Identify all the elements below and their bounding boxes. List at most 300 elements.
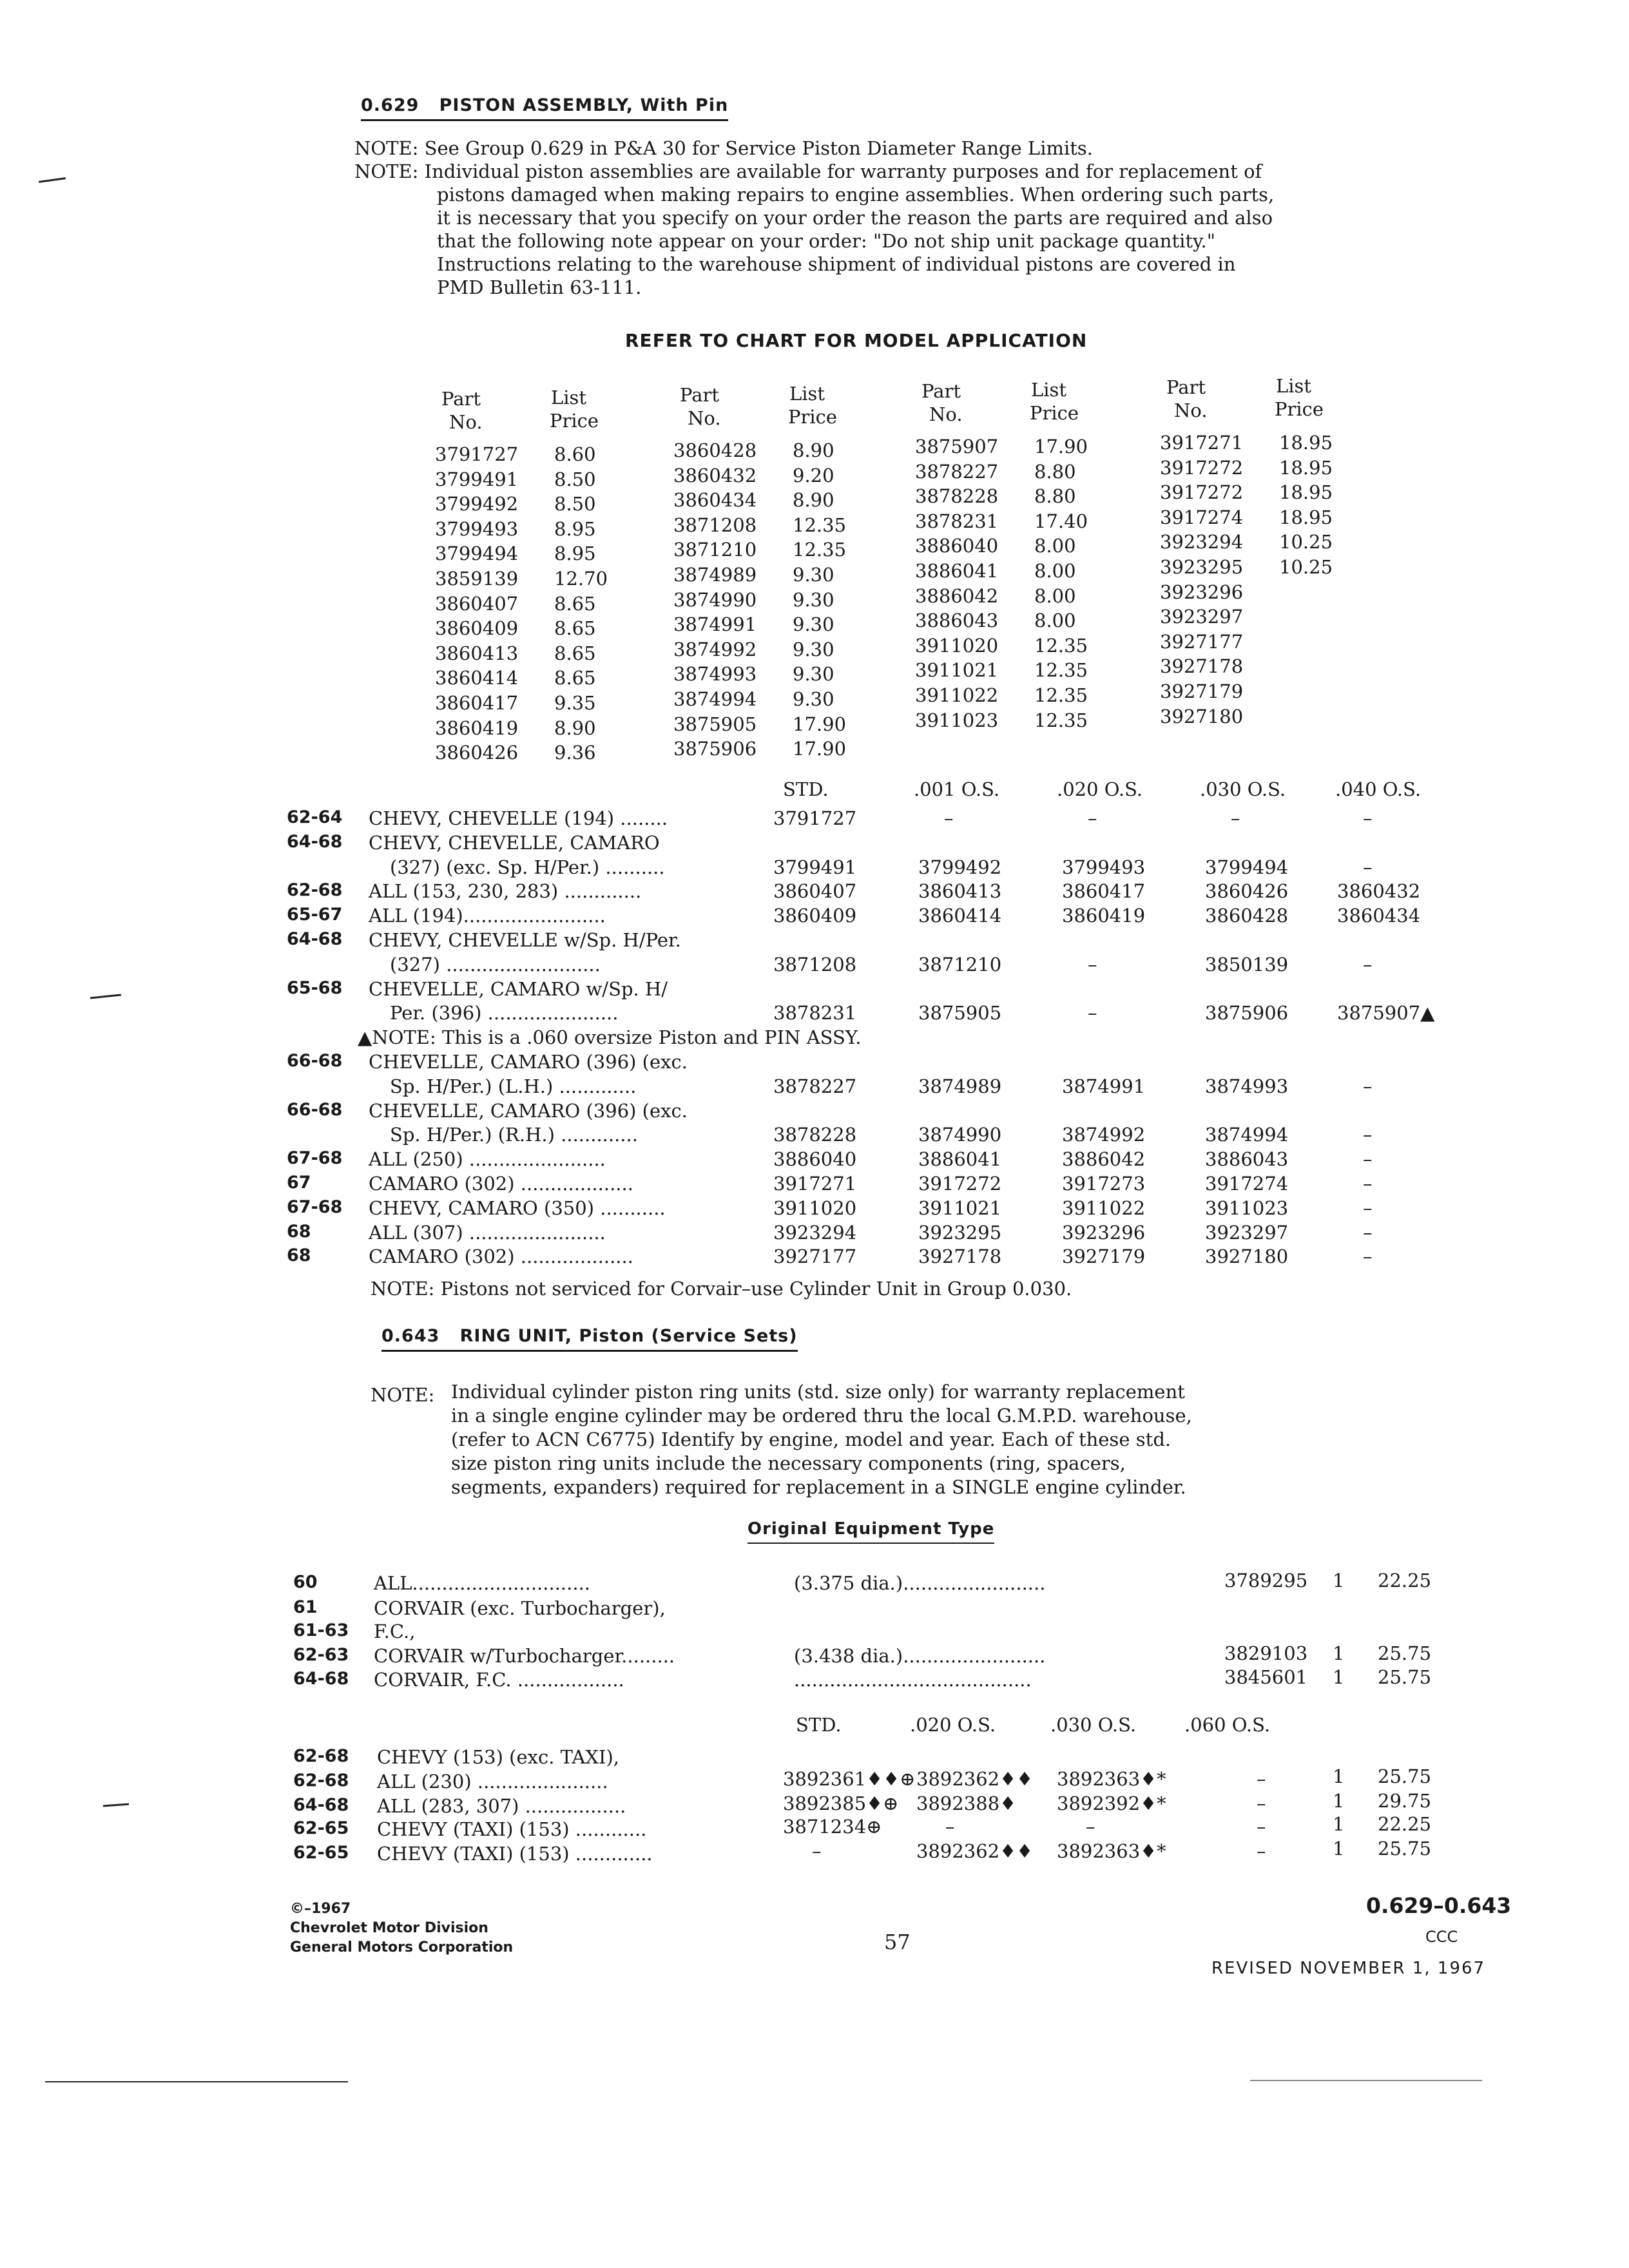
- price-value: 17.40: [1034, 510, 1088, 532]
- price-value: 18.95: [1279, 481, 1333, 504]
- size-part-number: 3892385♦⊕: [783, 1792, 899, 1814]
- app-part-number: 3874992: [1062, 1124, 1146, 1146]
- piston-note-line: NOTE: Individual piston assemblies are available for warranty purposes and for replacement of: [354, 160, 1262, 182]
- margin-mark: [39, 177, 66, 183]
- app-part-number: 3850139: [1205, 953, 1289, 975]
- price-value: 9.30: [793, 564, 834, 586]
- size-price: 25.75: [1378, 1765, 1432, 1787]
- price-value: 8.65: [554, 667, 596, 689]
- app-year: 62-64: [287, 807, 343, 827]
- app-year: 64-68: [287, 929, 343, 949]
- app-model: ALL (153, 230, 283) .............: [369, 880, 642, 903]
- app-part-number: 3911020: [773, 1196, 857, 1219]
- price-part-number: 3875905: [673, 713, 757, 735]
- app-column-header: .030 O.S.: [1200, 778, 1286, 800]
- price-part-number: 3871210: [673, 539, 757, 561]
- oe-year: 61: [293, 1597, 318, 1617]
- app-model: CHEVELLE, CAMARO w/Sp. H/: [369, 977, 668, 1000]
- size-price: 25.75: [1378, 1838, 1432, 1860]
- size-part-number: 3892362♦♦: [916, 1840, 1034, 1862]
- price-part-number: 3860428: [673, 439, 757, 461]
- size-part-number: –: [1257, 1840, 1266, 1862]
- price-value: 18.95: [1279, 432, 1333, 454]
- size-year: 62-65: [293, 1818, 349, 1838]
- price-value: 9.30: [793, 638, 834, 660]
- size-model: CHEVY (TAXI) (153) .............: [377, 1843, 653, 1865]
- app-column-header: .020 O.S.: [1057, 778, 1143, 800]
- oe-quantity: 1: [1333, 1666, 1345, 1688]
- app-part-number: 3911023: [1205, 1196, 1289, 1219]
- price-part-number: 3911022: [915, 684, 999, 706]
- price-value: 9.30: [793, 663, 834, 686]
- oe-model: CORVAIR, F.C. ..................: [374, 1669, 624, 1691]
- price-value: 17.90: [793, 713, 847, 735]
- price-value: 8.60: [554, 443, 596, 465]
- price-value: 8.95: [554, 543, 596, 565]
- size-part-number: 3892363♦*: [1057, 1840, 1166, 1862]
- piston-footnote: NOTE: Pistons not serviced for Corvair–use Cylinder Unit in Group 0.030.: [371, 1278, 1072, 1300]
- price-value: 12.70: [554, 568, 608, 590]
- app-year: 64-68: [287, 831, 343, 852]
- price-value: 9.35: [554, 692, 596, 714]
- price-part-number: 3917274: [1160, 506, 1244, 528]
- price-value: 12.35: [1034, 684, 1088, 706]
- price-part-number: 3859139: [435, 568, 519, 590]
- price-part-number: 3860407: [435, 592, 519, 615]
- bottom-rule-right: [1250, 2080, 1482, 2081]
- app-part-number: 3923296: [1062, 1221, 1146, 1244]
- app-model: Per. (396) ......................: [390, 1002, 619, 1024]
- price-part-number: 3860409: [435, 617, 519, 640]
- price-part-number: 3923297: [1160, 606, 1244, 628]
- oe-part-number: 3845601: [1224, 1666, 1308, 1688]
- oe-year: 62-63: [293, 1645, 349, 1665]
- oe-part-number: 3789295: [1224, 1570, 1308, 1591]
- app-model: CHEVELLE, CAMARO (396) (exc.: [369, 1051, 688, 1073]
- size-part-number: –: [1257, 1816, 1266, 1838]
- oe-year: 61-63: [293, 1620, 349, 1640]
- size-part-number: 3892361♦♦⊕: [783, 1768, 916, 1790]
- price-header-price: Price: [1030, 402, 1079, 424]
- price-value: 8.50: [554, 493, 596, 515]
- app-model: (327) ..........................: [390, 953, 601, 975]
- app-part-number: 3923297: [1205, 1221, 1289, 1244]
- size-column-header: .030 O.S.: [1050, 1714, 1137, 1736]
- price-part-number: 3860426: [435, 742, 519, 764]
- size-part-number: –: [1257, 1792, 1266, 1814]
- size-part-number: 3892363♦*: [1057, 1768, 1166, 1790]
- size-column-header: .060 O.S.: [1184, 1714, 1271, 1736]
- price-value: 12.35: [793, 539, 847, 561]
- price-part-number: 3875907: [915, 436, 999, 457]
- app-part-number: 3878231: [773, 1002, 857, 1024]
- app-part-number: –: [1088, 1002, 1097, 1024]
- app-model: Sp. H/Per.) (R.H.) .............: [390, 1124, 638, 1146]
- app-year: 65-68: [287, 977, 343, 998]
- price-value: 8.95: [554, 517, 596, 540]
- app-year: 67-68: [287, 1148, 343, 1169]
- app-part-number: 3860407: [773, 880, 857, 903]
- bottom-rule-left: [45, 2081, 348, 2082]
- price-part-number: 3927177: [1160, 630, 1244, 653]
- app-part-number: –: [1363, 1196, 1373, 1219]
- price-header-price: Price: [788, 406, 838, 428]
- price-part-number: 3927178: [1160, 655, 1244, 678]
- app-part-number: 3860426: [1205, 880, 1289, 903]
- ring-note-line: (refer to ACN C6775) Identify by engine, model and year. Each of these std.: [451, 1428, 1171, 1450]
- price-value: 9.20: [793, 464, 834, 486]
- price-header-part: Part: [921, 380, 961, 402]
- app-part-number: 3860432: [1337, 880, 1421, 903]
- footer-code: CCC: [1425, 1928, 1458, 1946]
- ring-note-line: size piston ring units include the necessary components (ring, spacers,: [451, 1452, 1126, 1474]
- price-value: 8.90: [554, 716, 596, 739]
- oe-part-number: 3829103: [1224, 1642, 1308, 1664]
- piston-section-title: [361, 95, 728, 121]
- price-value: 8.00: [1034, 584, 1076, 607]
- footer-company-2: General Motors Corporation: [290, 1939, 514, 1956]
- app-part-number: –: [1363, 807, 1373, 829]
- price-header-list: List: [551, 387, 587, 408]
- app-part-number: –: [1088, 953, 1097, 975]
- app-year: 68: [287, 1221, 311, 1242]
- ring-note-line: segments, expanders) required for replacement in a SINGLE engine cylinder.: [451, 1476, 1186, 1498]
- app-part-number: 3875906: [1205, 1002, 1289, 1024]
- size-model: ALL (230) ......................: [377, 1771, 608, 1792]
- app-part-number: 3799493: [1062, 856, 1146, 878]
- app-part-number: 3927178: [918, 1245, 1002, 1268]
- app-year: 67-68: [287, 1196, 343, 1217]
- price-header-price: Price: [1275, 398, 1324, 420]
- app-part-number: 3917274: [1205, 1173, 1289, 1195]
- piston-note-line: it is necessary that you specify on your order the reason the parts are required and also: [437, 207, 1273, 229]
- app-part-number: 3874990: [918, 1124, 1002, 1146]
- app-part-number: 3860417: [1062, 880, 1146, 903]
- app-part-number: 3923294: [773, 1221, 857, 1244]
- size-year: 62-68: [293, 1746, 349, 1766]
- price-part-number: 3874993: [673, 663, 757, 686]
- price-header-no: No.: [688, 407, 721, 429]
- price-part-number: 3878231: [915, 510, 999, 532]
- price-part-number: 3878227: [915, 460, 999, 483]
- price-value: 8.00: [1034, 610, 1076, 632]
- app-part-number: 3927179: [1062, 1245, 1146, 1268]
- app-part-number: 3917272: [918, 1173, 1002, 1195]
- size-part-number: 3892392♦*: [1057, 1792, 1166, 1814]
- app-column-header: .040 O.S.: [1335, 778, 1422, 800]
- price-value: 8.00: [1034, 560, 1076, 582]
- oe-diameter: (3.375 dia.)........................: [794, 1572, 1046, 1594]
- price-part-number: 3860434: [673, 489, 757, 512]
- price-part-number: 3860417: [435, 692, 519, 714]
- ring-section-title: [381, 1326, 798, 1352]
- price-value: 9.36: [554, 742, 596, 764]
- app-year: 65-67: [287, 905, 343, 925]
- price-header-part: Part: [1166, 376, 1206, 398]
- app-year: 66-68: [287, 1099, 343, 1120]
- price-part-number: 3791727: [435, 443, 519, 465]
- page-number: 57: [884, 1930, 911, 1954]
- app-part-number: 3923295: [918, 1221, 1002, 1244]
- price-header-list: List: [1276, 375, 1312, 397]
- size-model: ALL (283, 307) .................: [377, 1795, 626, 1817]
- app-part-number: 3860413: [918, 880, 1002, 903]
- app-part-number: 3860428: [1205, 905, 1289, 927]
- app-model: CHEVELLE, CAMARO (396) (exc.: [369, 1099, 688, 1122]
- app-part-number: –: [1363, 856, 1373, 878]
- app-column-header: STD.: [783, 778, 829, 800]
- piston-note-line: Instructions relating to the warehouse shipment of individual pistons are covered in: [437, 253, 1236, 275]
- price-value: 8.65: [554, 642, 596, 664]
- price-part-number: 3911023: [915, 709, 999, 731]
- app-part-number: 3871208: [773, 953, 857, 975]
- app-part-number: 3927180: [1205, 1245, 1289, 1268]
- ring-note-line: in a single engine cylinder may be ordered thru the local G.M.P.D. warehouse,: [451, 1405, 1192, 1427]
- app-part-number: –: [1088, 807, 1097, 829]
- price-part-number: 3923296: [1160, 581, 1244, 603]
- price-part-number: 3874990: [673, 588, 757, 611]
- app-year: 67: [287, 1173, 311, 1193]
- price-value: 8.00: [1034, 535, 1076, 557]
- size-part-number: –: [1257, 1768, 1266, 1790]
- app-model: ▲NOTE: This is a .060 oversize Piston and PIN ASSY.: [358, 1026, 862, 1049]
- size-model: CHEVY (153) (exc. TAXI),: [377, 1746, 619, 1768]
- app-part-number: 3799491: [773, 856, 857, 878]
- oe-model: CORVAIR w/Turbocharger.........: [374, 1645, 675, 1667]
- price-part-number: 3878228: [915, 485, 999, 508]
- price-value: 12.35: [1034, 634, 1088, 657]
- app-part-number: 3878227: [773, 1075, 857, 1097]
- ring-note-label: NOTE:: [371, 1384, 435, 1406]
- price-part-number: 3860413: [435, 642, 519, 664]
- price-value: 17.90: [793, 738, 847, 760]
- oe-price: 25.75: [1378, 1642, 1432, 1664]
- price-value: 8.80: [1034, 485, 1076, 508]
- app-part-number: –: [1363, 953, 1373, 975]
- price-part-number: 3799491: [435, 468, 519, 490]
- size-year: 62-68: [293, 1771, 349, 1791]
- app-part-number: –: [1363, 1173, 1373, 1195]
- app-year: 62-68: [287, 880, 343, 901]
- oe-quantity: 1: [1333, 1570, 1345, 1591]
- size-column-header: STD.: [796, 1714, 842, 1736]
- app-year: 68: [287, 1245, 311, 1266]
- price-part-number: 3871208: [673, 514, 757, 536]
- price-part-number: 3860432: [673, 464, 757, 486]
- price-value: 9.30: [793, 613, 834, 636]
- app-part-number: 3886043: [1205, 1148, 1289, 1171]
- oe-diameter: ........................................: [794, 1669, 1032, 1691]
- app-model: ALL (307) .......................: [369, 1221, 606, 1244]
- footer-revised: REVISED NOVEMBER 1, 1967: [1211, 1959, 1486, 1978]
- price-header-list: List: [1031, 379, 1067, 401]
- price-value: 8.65: [554, 592, 596, 615]
- price-part-number: 3911020: [915, 634, 999, 657]
- piston-note-line: PMD Bulletin 63-111.: [437, 276, 642, 298]
- oe-year: 64-68: [293, 1669, 349, 1689]
- price-part-number: 3799494: [435, 543, 519, 565]
- oe-year: 60: [293, 1572, 318, 1592]
- price-part-number: 3886041: [915, 560, 999, 582]
- size-price: 29.75: [1378, 1790, 1432, 1812]
- size-part-number: 3892388♦: [916, 1792, 1017, 1814]
- price-part-number: 3874989: [673, 564, 757, 586]
- price-part-number: 3927180: [1160, 705, 1244, 727]
- price-part-number: 3917271: [1160, 432, 1244, 454]
- size-quantity: 1: [1333, 1765, 1345, 1787]
- app-model: (327) (exc. Sp. H/Per.) ..........: [390, 856, 665, 878]
- app-model: CAMARO (302) ...................: [369, 1173, 633, 1195]
- piston-note-line: pistons damaged when making repairs to engine assemblies. When ordering such parts,: [437, 184, 1275, 206]
- app-model: CHEVY, CHEVELLE (194) ........: [369, 807, 668, 829]
- price-value: 8.90: [793, 439, 834, 461]
- size-part-number: 3871234⊕: [783, 1816, 882, 1838]
- oe-model: F.C.,: [374, 1620, 416, 1642]
- oe-price: 22.25: [1378, 1570, 1432, 1591]
- oe-model: ALL..............................: [374, 1572, 591, 1594]
- app-part-number: –: [1363, 1075, 1373, 1097]
- app-part-number: 3874994: [1205, 1124, 1289, 1146]
- app-model: Sp. H/Per.) (L.H.) .............: [390, 1075, 637, 1097]
- app-part-number: 3878228: [773, 1124, 857, 1146]
- price-header-price: Price: [550, 410, 599, 432]
- size-part-number: –: [1086, 1816, 1095, 1838]
- app-part-number: 3886042: [1062, 1148, 1146, 1171]
- price-value: 18.95: [1279, 506, 1333, 528]
- price-value: 9.30: [793, 688, 834, 710]
- app-model: CHEVY, CAMARO (350) ...........: [369, 1196, 666, 1219]
- price-value: 17.90: [1034, 436, 1088, 457]
- price-part-number: 3911021: [915, 659, 999, 682]
- price-part-number: 3874991: [673, 613, 757, 636]
- margin-mark: [90, 994, 121, 999]
- piston-section-name: PISTON ASSEMBLY, With Pin: [439, 95, 729, 115]
- app-part-number: 3917273: [1062, 1173, 1146, 1195]
- ring-section-number: 0.643: [381, 1326, 440, 1346]
- price-header-no: No.: [929, 403, 963, 425]
- price-part-number: 3875906: [673, 738, 757, 760]
- oe-price: 25.75: [1378, 1666, 1432, 1688]
- price-part-number: 3860419: [435, 716, 519, 739]
- app-part-number: 3886040: [773, 1148, 857, 1171]
- app-part-number: 3860434: [1337, 905, 1421, 927]
- app-part-number: –: [1363, 1148, 1373, 1171]
- price-part-number: 3927179: [1160, 680, 1244, 702]
- app-part-number: 3886041: [918, 1148, 1002, 1171]
- price-value: 12.35: [1034, 709, 1088, 731]
- price-part-number: 3799493: [435, 517, 519, 540]
- app-part-number: 3874991: [1062, 1075, 1146, 1097]
- app-part-number: 3874993: [1205, 1075, 1289, 1097]
- app-part-number: 3917271: [773, 1173, 857, 1195]
- app-part-number: 3875905: [918, 1002, 1002, 1024]
- price-value: 8.80: [1034, 460, 1076, 483]
- footer-range: 0.629–0.643: [1366, 1893, 1512, 1918]
- price-part-number: 3860414: [435, 667, 519, 689]
- app-model: CHEVY, CHEVELLE, CAMARO: [369, 831, 660, 854]
- app-part-number: 3860409: [773, 905, 857, 927]
- app-part-number: 3911021: [918, 1196, 1002, 1219]
- ring-note-line: Individual cylinder piston ring units (std. size only) for warranty replacement: [451, 1381, 1185, 1403]
- app-model: CAMARO (302) ...................: [369, 1245, 633, 1268]
- app-part-number: 3860414: [918, 905, 1002, 927]
- price-header-no: No.: [1174, 399, 1208, 421]
- price-value: 8.65: [554, 617, 596, 640]
- price-part-number: 3874994: [673, 688, 757, 710]
- oe-diameter: (3.438 dia.)........................: [794, 1645, 1046, 1667]
- footer-copyright: ©–1967: [290, 1901, 351, 1917]
- app-part-number: 3875907▲: [1337, 1002, 1435, 1024]
- price-part-number: 3799492: [435, 493, 519, 515]
- app-model: CHEVY, CHEVELLE w/Sp. H/Per.: [369, 929, 681, 951]
- price-header-part: Part: [680, 384, 720, 406]
- size-part-number: –: [812, 1840, 822, 1862]
- price-header-list: List: [789, 383, 825, 405]
- app-part-number: –: [944, 807, 954, 829]
- app-part-number: 3799492: [918, 856, 1002, 878]
- price-header-part: Part: [441, 388, 481, 410]
- app-part-number: –: [1363, 1221, 1373, 1244]
- price-part-number: 3886043: [915, 610, 999, 632]
- price-header-no: No.: [449, 411, 483, 433]
- app-part-number: 3911022: [1062, 1196, 1146, 1219]
- app-part-number: 3799494: [1205, 856, 1289, 878]
- price-value: 8.90: [793, 489, 834, 512]
- size-part-number: –: [945, 1816, 955, 1838]
- size-part-number: 3892362♦♦: [916, 1768, 1034, 1790]
- price-part-number: 3886040: [915, 535, 999, 557]
- oe-title: Original Equipment Type: [747, 1519, 994, 1544]
- margin-mark: [103, 1803, 129, 1807]
- piston-note-line: NOTE: See Group 0.629 in P&A 30 for Service Piston Diameter Range Limits.: [354, 137, 1093, 159]
- app-column-header: .001 O.S.: [914, 778, 1000, 800]
- size-year: 62-65: [293, 1843, 349, 1863]
- app-part-number: 3791727: [773, 807, 857, 829]
- size-quantity: 1: [1333, 1838, 1345, 1860]
- price-value: 9.30: [793, 588, 834, 611]
- price-value: 8.50: [554, 468, 596, 490]
- price-value: 12.35: [793, 514, 847, 536]
- size-price: 22.25: [1378, 1813, 1432, 1835]
- piston-note-line: that the following note appear on your order: "Do not ship unit package quantity.": [437, 230, 1216, 252]
- app-model: ALL (250) .......................: [369, 1148, 606, 1171]
- price-value: 10.25: [1279, 531, 1333, 553]
- price-part-number: 3917272: [1160, 456, 1244, 479]
- app-part-number: –: [1231, 807, 1240, 829]
- app-part-number: 3871210: [918, 953, 1002, 975]
- app-part-number: 3874989: [918, 1075, 1002, 1097]
- app-part-number: –: [1363, 1124, 1373, 1146]
- app-part-number: 3927177: [773, 1245, 857, 1268]
- app-part-number: 3860419: [1062, 905, 1146, 927]
- oe-model: CORVAIR (exc. Turbocharger),: [374, 1597, 666, 1619]
- size-quantity: 1: [1333, 1813, 1345, 1835]
- price-part-number: 3923295: [1160, 556, 1244, 578]
- size-quantity: 1: [1333, 1790, 1345, 1812]
- price-part-number: 3917272: [1160, 481, 1244, 504]
- price-value: 12.35: [1034, 659, 1088, 682]
- oe-quantity: 1: [1333, 1642, 1345, 1664]
- price-part-number: 3874992: [673, 638, 757, 660]
- app-part-number: –: [1363, 1245, 1373, 1268]
- size-model: CHEVY (TAXI) (153) ............: [377, 1818, 647, 1840]
- price-part-number: 3923294: [1160, 531, 1244, 553]
- footer-company-1: Chevrolet Motor Division: [290, 1920, 488, 1936]
- chart-title: REFER TO CHART FOR MODEL APPLICATION: [625, 330, 1088, 351]
- price-value: 18.95: [1279, 456, 1333, 479]
- app-model: ALL (194)........................: [369, 905, 606, 927]
- ring-section-name: RING UNIT, Piston (Service Sets): [459, 1326, 798, 1346]
